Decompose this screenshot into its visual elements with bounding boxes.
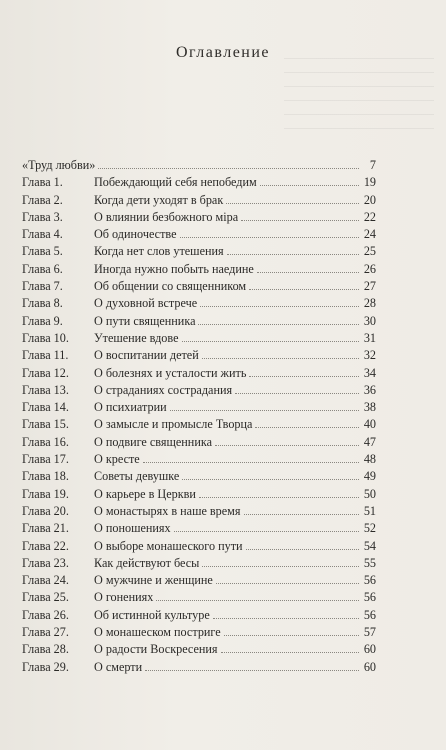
- page-number: 31: [363, 330, 376, 345]
- dot-leader: [200, 295, 359, 307]
- chapter-title: Об общении со священником: [94, 279, 247, 294]
- dot-leader: [98, 157, 359, 169]
- chapter-title: О гонениях: [94, 590, 154, 605]
- chapter-title: О пути священника: [94, 313, 196, 328]
- toc-entry: [22, 486, 376, 503]
- toc-entry: [22, 192, 376, 209]
- chapter-title: О воспитании детей: [94, 348, 199, 363]
- chapter-label: Глава 5.: [22, 244, 63, 259]
- chapter-label: Глава 4.: [22, 227, 63, 242]
- toc-entry: [22, 243, 376, 260]
- chapter-label: Глава 23.: [22, 555, 69, 570]
- chapter-label: Глава 22.: [22, 538, 69, 553]
- chapter-title: Как действуют бесы: [94, 555, 200, 570]
- chapter-label: Глава 12.: [22, 365, 69, 380]
- toc-entry: [22, 347, 376, 364]
- chapter-label: Глава 11.: [22, 348, 69, 363]
- chapter-title: Когда нет слов утешения: [94, 244, 224, 259]
- toc-entry: [22, 157, 376, 174]
- dot-leader: [249, 278, 359, 290]
- toc-entry: [22, 538, 376, 555]
- page-number: 47: [363, 434, 376, 449]
- toc-entry: [22, 434, 376, 451]
- page-number: 55: [363, 555, 376, 570]
- dot-leader: [202, 555, 359, 567]
- chapter-title: Об истинной культуре: [94, 607, 210, 622]
- chapter-title: О духовной встрече: [94, 296, 198, 311]
- page-number: 7: [369, 158, 376, 172]
- dot-leader: [143, 451, 359, 463]
- toc-entry: [22, 226, 376, 243]
- toc-entry: [22, 624, 376, 641]
- page-number: 60: [363, 642, 376, 657]
- page-number: 52: [363, 521, 376, 536]
- toc-entry: [22, 174, 376, 191]
- chapter-label: Глава 21.: [22, 521, 69, 536]
- page-number: 22: [363, 209, 376, 224]
- toc-entry: [22, 555, 376, 572]
- chapter-title: О влиянии безбожного міра: [94, 209, 239, 224]
- chapter-title: О болезнях и усталости жить: [94, 365, 247, 380]
- chapter-title: О радости Воскресения: [94, 642, 218, 657]
- chapter-title: Утешение вдове: [94, 330, 179, 345]
- chapter-label: Глава 19.: [22, 486, 69, 501]
- chapter-title: О поношениях: [94, 521, 171, 536]
- page-number: 20: [363, 192, 376, 207]
- chapter-label: Глава 1.: [22, 175, 63, 190]
- chapter-label: Глава 29.: [22, 659, 69, 674]
- page-number: 28: [363, 296, 376, 311]
- dot-leader: [260, 174, 359, 186]
- page-number: 26: [363, 261, 376, 276]
- chapter-label: Глава 15.: [22, 417, 69, 432]
- page-number: 50: [363, 486, 376, 501]
- toc-entry: [22, 382, 376, 399]
- dot-leader: [255, 416, 359, 428]
- dot-leader: [156, 589, 359, 601]
- chapter-title: О карьере в Церкви: [94, 486, 196, 501]
- dot-leader: [226, 192, 359, 204]
- dot-leader: [246, 538, 359, 550]
- chapter-label: Глава 24.: [22, 573, 69, 588]
- toc-entry: [22, 399, 376, 416]
- chapter-title: О выборе монашеского пути: [94, 538, 243, 553]
- toc-entry: [22, 520, 376, 537]
- dot-leader: [198, 313, 359, 325]
- toc-entry: [22, 572, 376, 589]
- dot-leader: [257, 261, 359, 273]
- chapter-title: О страданиях сострадания: [94, 382, 233, 397]
- page-number: 51: [363, 503, 376, 518]
- chapter-label: Глава 27.: [22, 625, 69, 640]
- chapter-title: О мужчине и женщине: [94, 573, 213, 588]
- chapter-title: Об одиночестве: [94, 227, 177, 242]
- dot-leader: [244, 503, 360, 515]
- show-through-text: [284, 58, 434, 138]
- page-number: 19: [363, 175, 376, 190]
- chapter-title: О кресте: [94, 452, 140, 467]
- chapter-label: Глава 10.: [22, 330, 69, 345]
- table-of-contents: [22, 157, 376, 676]
- dot-leader: [182, 330, 360, 342]
- chapter-title: Когда дети уходят в брак: [94, 192, 224, 207]
- dot-leader: [180, 226, 360, 238]
- dot-leader: [199, 486, 359, 498]
- page-number: 36: [363, 382, 376, 397]
- toc-entry: [22, 278, 376, 295]
- chapter-label: Глава 26.: [22, 607, 69, 622]
- toc-entry: [22, 313, 376, 330]
- dot-leader: [213, 607, 359, 619]
- toc-entry: [22, 365, 376, 382]
- chapter-label: Глава 7.: [22, 279, 63, 294]
- toc-entry: [22, 503, 376, 520]
- page-number: 49: [363, 469, 376, 484]
- chapter-title: Советы девушке: [94, 469, 180, 484]
- chapter-title: О монастырях в наше время: [94, 503, 241, 518]
- dot-leader: [241, 209, 359, 221]
- dot-leader: [221, 641, 359, 653]
- dot-leader: [227, 243, 359, 255]
- page-number: 25: [363, 244, 376, 259]
- chapter-title: «Труд любви»: [22, 158, 96, 172]
- toc-entry: [22, 659, 376, 676]
- page-number: 32: [363, 348, 376, 363]
- toc-entry: [22, 468, 376, 485]
- toc-entry: [22, 261, 376, 278]
- chapter-label: Глава 20.: [22, 503, 69, 518]
- chapter-label: Глава 3.: [22, 209, 63, 224]
- toc-entry: [22, 295, 376, 312]
- dot-leader: [235, 382, 359, 394]
- page-number: 48: [363, 452, 376, 467]
- chapter-label: Глава 28.: [22, 642, 69, 657]
- page-number: 40: [363, 417, 376, 432]
- chapter-label: Глава 14.: [22, 400, 69, 415]
- chapter-title: О подвиге священника: [94, 434, 213, 449]
- dot-leader: [215, 434, 359, 446]
- chapter-label: Глава 2.: [22, 192, 63, 207]
- dot-leader: [145, 659, 359, 671]
- chapter-label: Глава 13.: [22, 382, 69, 397]
- toc-entry: [22, 451, 376, 468]
- dot-leader: [170, 399, 359, 411]
- dot-leader: [224, 624, 359, 636]
- dot-leader: [249, 365, 359, 377]
- page-number: 56: [363, 590, 376, 605]
- chapter-label: Глава 8.: [22, 296, 63, 311]
- toc-entry: [22, 641, 376, 658]
- chapter-label: Глава 6.: [22, 261, 63, 276]
- toc-entry: [22, 416, 376, 433]
- page-number: 27: [363, 279, 376, 294]
- toc-entry: [22, 209, 376, 226]
- dot-leader: [182, 468, 359, 480]
- chapter-label: Глава 25.: [22, 590, 69, 605]
- chapter-title: О психиатрии: [94, 400, 167, 415]
- page-number: 30: [363, 313, 376, 328]
- page-number: 57: [363, 625, 376, 640]
- dot-leader: [174, 520, 359, 532]
- chapter-label: Глава 9.: [22, 313, 63, 328]
- page-number: 24: [363, 227, 376, 242]
- chapter-label: Глава 16.: [22, 434, 69, 449]
- page-number: 34: [363, 365, 376, 380]
- toc-entry: [22, 330, 376, 347]
- chapter-title: Иногда нужно побыть наедине: [94, 261, 254, 276]
- chapter-title: О монашеском постриге: [94, 625, 221, 640]
- toc-entry: [22, 589, 376, 606]
- dot-leader: [202, 347, 359, 359]
- page-number: 56: [363, 607, 376, 622]
- page-number: 54: [363, 538, 376, 553]
- chapter-title: О смерти: [94, 659, 143, 674]
- page-number: 60: [363, 659, 376, 674]
- toc-entry: [22, 607, 376, 624]
- chapter-label: Глава 18.: [22, 469, 69, 484]
- page-number: 38: [363, 400, 376, 415]
- chapter-title: Побеждающий себя непобедим: [94, 175, 257, 190]
- chapter-title: О замысле и промысле Творца: [94, 417, 253, 432]
- chapter-label: Глава 17.: [22, 452, 69, 467]
- page-title: Оглавление: [175, 44, 271, 61]
- dot-leader: [216, 572, 359, 584]
- page-number: 56: [363, 573, 376, 588]
